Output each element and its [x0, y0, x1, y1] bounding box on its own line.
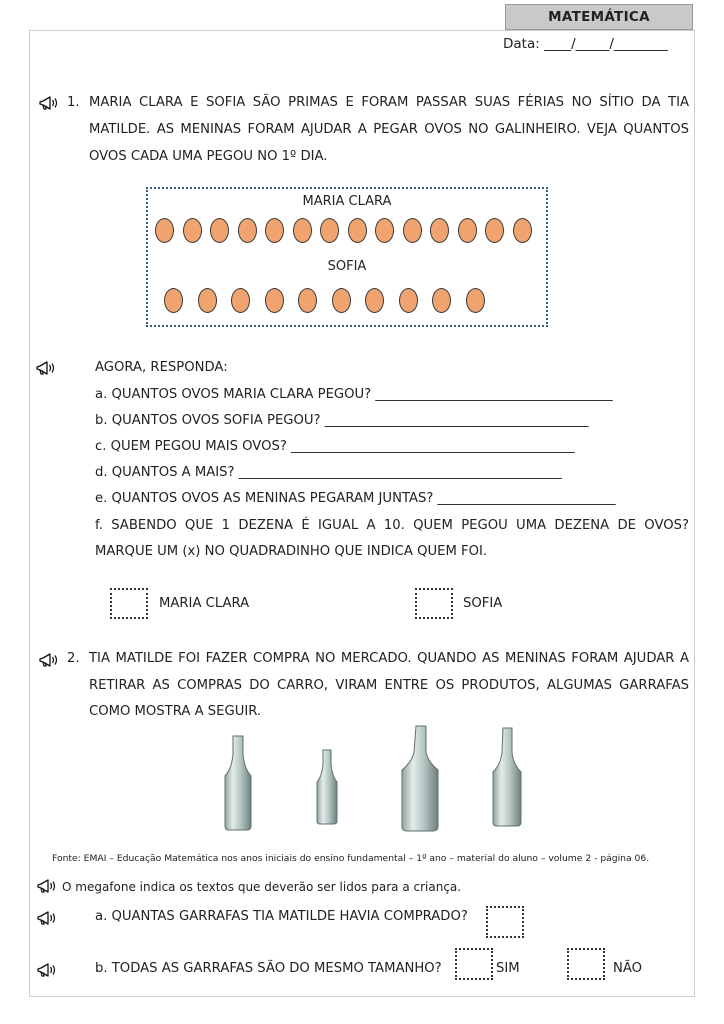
megaphone-icon	[37, 962, 59, 978]
answers-intro: AGORA, RESPONDA:	[95, 360, 228, 375]
no-checkbox[interactable]	[567, 948, 605, 980]
egg-icon	[432, 288, 451, 313]
maria-clara-label: MARIA CLARA	[302, 194, 392, 209]
source-citation: Fonte: EMAI – Educação Matemática nos anos iniciais do ensino fundamental – 1º ano – material do aluno – volume 2 - página 06.	[52, 853, 650, 864]
egg-icon	[365, 288, 384, 313]
egg-icon	[430, 218, 449, 243]
egg-icon	[238, 218, 257, 243]
q2-text-line2: RETIRAR AS COMPRAS DO CARRO, VIRAM ENTRE OS PRODUTOS, ALGUMAS GARRAFAS	[89, 678, 689, 693]
egg-icon	[485, 218, 504, 243]
q2-number: 2.	[67, 651, 80, 666]
egg-icon	[466, 288, 485, 313]
date-field[interactable]: Data: ____/_____/________	[503, 36, 668, 52]
bottle-icon	[225, 736, 251, 830]
megaphone-icon	[36, 360, 58, 376]
megaphone-icon	[37, 910, 59, 926]
sofia-option-label: SOFIA	[463, 596, 503, 611]
megaphone-icon	[39, 95, 61, 111]
egg-icon	[293, 218, 312, 243]
egg-icon	[265, 218, 284, 243]
megaphone-icon	[39, 652, 61, 668]
egg-icon	[210, 218, 229, 243]
egg-icon	[513, 218, 532, 243]
question-c: c. QUEM PEGOU MAIS OVOS? ___________________________________________	[95, 439, 575, 454]
question-a: a. QUANTOS OVOS MARIA CLARA PEGOU? ____________________________________	[95, 387, 613, 402]
megaphone-icon	[37, 878, 59, 894]
egg-icon	[348, 218, 367, 243]
q1-text-line1: MARIA CLARA E SOFIA SÃO PRIMAS E FORAM PASSAR SUAS FÉRIAS NO SÍTIO DA TIA	[89, 95, 689, 110]
egg-icon	[320, 218, 339, 243]
q1-text-line2: MATILDE. AS MENINAS FORAM AJUDAR A PEGAR OVOS NO GALINHEIRO. VEJA QUANTOS	[89, 122, 689, 137]
yes-checkbox[interactable]	[455, 948, 493, 980]
bottles-illustration	[210, 718, 550, 836]
maria-clara-option-label: MARIA CLARA	[159, 596, 250, 611]
bottle-icon	[317, 750, 337, 824]
bottle-icon	[402, 726, 438, 831]
no-label: NÃO	[613, 961, 643, 976]
question-d: d. QUANTOS A MAIS? _________________________________________________	[95, 465, 562, 480]
q1-text-line3: OVOS CADA UMA PEGOU NO 1º DIA.	[89, 149, 328, 164]
q2-text-line3: COMO MOSTRA A SEGUIR.	[89, 704, 262, 719]
egg-icon	[183, 218, 202, 243]
yes-label: SIM	[496, 961, 520, 976]
egg-icon	[298, 288, 317, 313]
question-f-line2: MARQUE UM (x) NO QUADRADINHO QUE INDICA QUEM FOI.	[95, 544, 488, 559]
question-e: e. QUANTOS OVOS AS MENINAS PEGARAM JUNTAS? ___________________________	[95, 491, 616, 506]
subject-tab: MATEMÁTICA	[505, 4, 693, 30]
egg-icon	[155, 218, 174, 243]
q2-text-line1: TIA MATILDE FOI FAZER COMPRA NO MERCADO. QUANDO AS MENINAS FORAM AJUDAR A	[89, 651, 689, 666]
egg-icon	[265, 288, 284, 313]
egg-icon	[198, 288, 217, 313]
bottle-icon	[493, 728, 521, 826]
q2-question-b: b. TODAS AS GARRAFAS SÃO DO MESMO TAMANHO?	[95, 961, 442, 976]
q1-number: 1.	[67, 95, 80, 110]
sofia-label: SOFIA	[327, 259, 367, 274]
q2-question-a: a. QUANTAS GARRAFAS TIA MATILDE HAVIA COMPRADO?	[95, 909, 468, 924]
egg-icon	[399, 288, 418, 313]
question-f-line1: f. SABENDO QUE 1 DEZENA É IGUAL A 10. QUEM PEGOU UMA DEZENA DE OVOS?	[95, 518, 689, 533]
egg-icon	[375, 218, 394, 243]
bottle-count-box[interactable]	[486, 906, 524, 938]
sofia-checkbox[interactable]	[415, 588, 453, 619]
question-b: b. QUANTOS OVOS SOFIA PEGOU? ________________________________________	[95, 413, 589, 428]
egg-icon	[164, 288, 183, 313]
maria-clara-checkbox[interactable]	[110, 588, 148, 619]
megaphone-note: O megafone indica os textos que deverão ser lidos para a criança.	[62, 880, 462, 894]
egg-icon	[403, 218, 422, 243]
egg-icon	[231, 288, 250, 313]
egg-icon	[332, 288, 351, 313]
egg-icon	[458, 218, 477, 243]
